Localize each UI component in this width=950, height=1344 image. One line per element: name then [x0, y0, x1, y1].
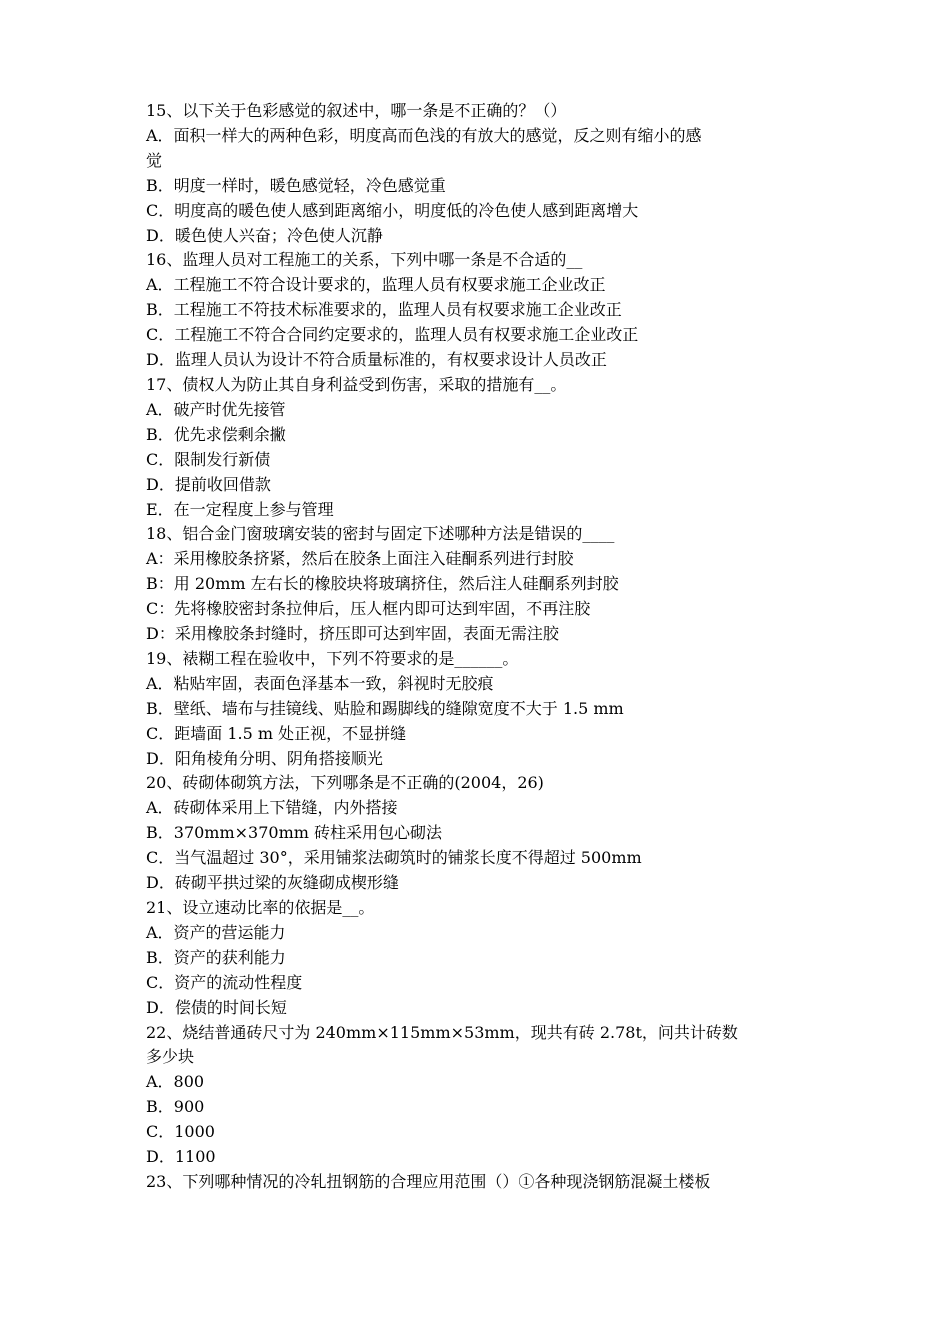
- text-line: A．粘贴牢固，表面色泽基本一致，斜视时无胶痕: [146, 673, 494, 693]
- text-line: 18、铝合金门窗玻璃安装的密封与固定下述哪种方法是错误的____: [146, 524, 615, 544]
- text-line: 16、监理人员对工程施工的关系，下列中哪一条是不合适的__: [146, 250, 583, 270]
- text-line: A．工程施工不符合设计要求的，监理人员有权要求施工企业改正: [146, 275, 606, 295]
- text-line: D．监理人员认为设计不符合质量标准的，有权要求设计人员改正: [146, 350, 607, 370]
- text-line: 21、设立速动比率的依据是__。: [146, 898, 375, 917]
- text-line: B．壁纸、墙布与挂镜线、贴脸和踢脚线的缝隙宽度不大于 1.5 mm: [146, 698, 624, 718]
- text-line: 22、烧结普通砖尺寸为 240mm×115mm×53mm，现共有砖 2.78t，问共计砖数: [146, 1022, 738, 1042]
- text-line: C．当气温超过 30°，采用铺浆法砌筑时的铺浆长度不得超过 500mm: [146, 848, 642, 868]
- text-line: D：采用橡胶条封缝时，挤压即可达到牢固，表面无需注胶: [146, 624, 559, 644]
- text-line: 15、以下关于色彩感觉的叙述中，哪一条是不正确的？（）: [146, 101, 567, 120]
- text-line: D．偿债的时间长短: [146, 997, 287, 1017]
- text-line: D．暖色使人兴奋；冷色使人沉静: [146, 225, 383, 245]
- text-line: B．370mm×370mm 砖柱采用包心砌法: [146, 823, 443, 843]
- text-line: D．提前收回借款: [146, 474, 271, 494]
- text-line: E．在一定程度上参与管理: [146, 499, 334, 519]
- text-line: C．距墙面 1.5 m 处正视，不显拼缝: [146, 723, 407, 743]
- text-line: 17、债权人为防止其自身利益受到伤害，采取的措施有__。: [146, 374, 567, 394]
- text-line: C．限制发行新债: [146, 449, 271, 469]
- text-line: 19、裱糊工程在验收中，下列不符要求的是______。: [146, 648, 519, 668]
- text-line: 觉: [146, 150, 163, 170]
- text-line: B．优先求偿剩余撇: [146, 424, 286, 444]
- text-line: B．900: [146, 1097, 205, 1117]
- text-line: B．工程施工不符技术标准要求的，监理人员有权要求施工企业改正: [146, 300, 622, 320]
- text-line: A：采用橡胶条挤紧，然后在胶条上面注入硅酮系列进行封胶: [146, 549, 574, 569]
- text-line: D．阳角棱角分明、阴角搭接顺光: [146, 748, 383, 768]
- document-body: [146, 99, 811, 1195]
- text-line: 20、砖砌体砌筑方法，下列哪条是不正确的(2004，26): [146, 773, 544, 793]
- text-line: C．1000: [146, 1122, 215, 1142]
- text-line: C．工程施工不符合合同约定要求的，监理人员有权要求施工企业改正: [146, 325, 639, 345]
- text-line: A．砖砌体采用上下错缝，内外搭接: [146, 798, 398, 818]
- text-line: B：用 20mm 左右长的橡胶块将玻璃挤住，然后注人硅酮系列封胶: [146, 574, 619, 594]
- text-line: C．明度高的暖色使人感到距离缩小，明度低的冷色使人感到距离增大: [146, 200, 639, 220]
- text-line: A．资产的营运能力: [146, 922, 286, 942]
- text-line: B．资产的获利能力: [146, 947, 286, 967]
- text-line: D．1100: [146, 1147, 216, 1167]
- text-line: A．800: [146, 1072, 205, 1092]
- text-line: 23、下列哪种情况的冷轧扭钢筋的合理应用范围（）①各种现浇钢筋混凝土楼板: [146, 1171, 711, 1191]
- text-line: D．砖砌平拱过梁的灰缝砌成楔形缝: [146, 873, 399, 893]
- text-line: C：先将橡胶密封条拉伸后，压人框内即可达到牢固，不再注胶: [146, 599, 591, 619]
- text-line: 多少块: [146, 1047, 195, 1067]
- text-line: A．面积一样大的两种色彩，明度高而色浅的有放大的感觉，反之则有缩小的感: [146, 125, 702, 145]
- text-line: B．明度一样时，暖色感觉轻，冷色感觉重: [146, 175, 446, 195]
- text-line: A．破产时优先接管: [146, 399, 286, 419]
- text-line: C．资产的流动性程度: [146, 972, 303, 992]
